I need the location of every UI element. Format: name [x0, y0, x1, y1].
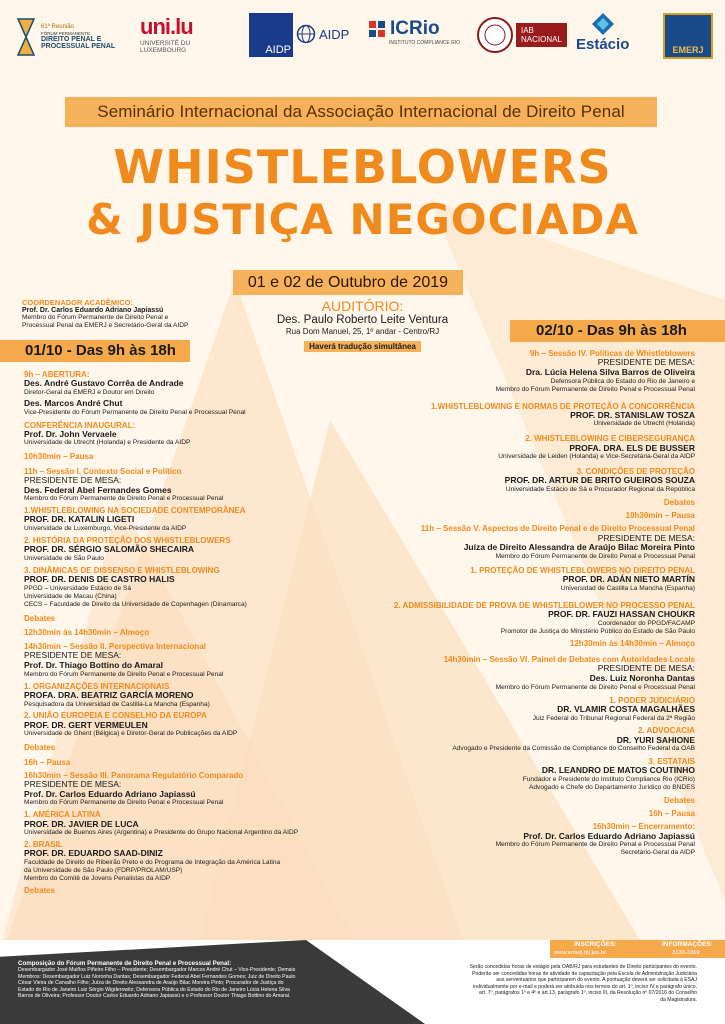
d1-desc: Universidade de Luxemburgo, Vice-Presidente da AIDP	[24, 525, 187, 533]
composition-line: Estado do Rio de Janeiro Luiz Sérgio Wigderowitz; Defensora Pública do Estado do Rio de Janeiro Lúcia Helena Silva	[18, 986, 290, 993]
d2-speaker: DR. VLAMIR COSTA MAGALHÃES	[557, 703, 695, 714]
d1-desc: Universidade de Utrecht (Holanda) e Presidente da AIDP	[24, 439, 191, 447]
seminar-header: Seminário Internacional da Associação Internacional de Direito Penal	[65, 97, 657, 127]
d1-desc: Pesquisadora da Universidad de Castilla-La Mancha (Espanha)	[24, 700, 210, 708]
hourglass-icon	[15, 17, 37, 57]
estacio-icon	[591, 12, 615, 36]
registration-url[interactable]: www.emerj.tjrj.jus.br	[554, 950, 606, 956]
d2-desc: Membro do Fórum Permanente de Direito Penal e Processual Penal	[495, 841, 695, 849]
d2-topic: 2. WHISTLEBLOWING E CIBERSEGURANÇA	[525, 434, 695, 444]
d1-desc: CECS – Faculdade de Direito da Universidade de Copenhagen (Dinamarca)	[24, 600, 247, 608]
d2-speaker: PROF. DR. FAUZI HASSAN CHOUKR	[548, 609, 695, 620]
d1-chair-label: PRESIDENTE DE MESA:	[24, 778, 122, 789]
unilu-text-a: UNIVERSITÉ DU	[140, 40, 191, 47]
main-title-line2: & JUSTIÇA NEGOCIADA	[86, 195, 639, 244]
d2-desc: Promotor de Justiça do Ministério Público do Estado de São Paulo	[500, 627, 695, 635]
d1-debates: Debates	[24, 885, 56, 895]
day2-program	[275, 349, 695, 857]
composition-line: César Vieira de Carvalho Filho; Juíza de Direito Alessandra de Araújo Bilac Moreira Pinto; Procurador de Justiça do	[18, 980, 284, 986]
forum-composition	[18, 960, 398, 1000]
d1-conference: CONFERÊNCIA INAUGURAL:	[24, 420, 136, 430]
auditorium-label: AUDITÓRIO:	[321, 298, 404, 314]
d1-desc: Membro do Fórum Permanente de Direito Penal e Processual Penal	[24, 495, 224, 503]
d2-speaker: Des. Luiz Noronha Dantas	[589, 672, 695, 683]
d1-topic: 2. HISTÓRIA DA PROTEÇÃO DOS WHISTLEBLOWERS	[24, 536, 231, 546]
d2-speaker: PROF. DR. ARTUR DE BRITO GUEIROS SOUZA	[504, 475, 695, 486]
d1-topic: 1. AMÉRICA LATINA	[24, 810, 101, 820]
footer	[0, 940, 725, 1024]
d2-desc: Universidade de Utrecht (Holanda)	[593, 420, 695, 428]
d2-speaker: PROF. DR. STANISLAW TOSZA	[570, 409, 695, 420]
notes	[407, 964, 697, 1004]
auditorium-name: Des. Paulo Roberto Leite Ventura	[276, 314, 449, 326]
d1-speaker: Prof. Dr. Carlos Eduardo Adriano Japiassú	[24, 788, 196, 799]
main-title-line1: WHISTLEBLOWERS	[113, 140, 612, 194]
d2-desc: Defensora Pública do Estado do Rio de Janeiro e	[550, 377, 695, 385]
d2-desc: Juiz Federal do Tribunal Regional Federal da 2ª Região	[532, 714, 695, 722]
d2-desc: Membro do Fórum Permanente de Direito Penal e Processual Penal	[495, 683, 695, 691]
day1-bar: 01/10 - Das 9h às 18h	[0, 340, 190, 362]
note-line: aos serventuários que participarem do evento. A pontuação deverá ser solicitada à ESAJ	[496, 977, 697, 984]
d2-desc: Fundador e Presidente do Instituto Compliance Rio (ICRio)	[522, 776, 695, 784]
note-line: art. 7º, parágrafos 1º e 4º e art.13, parágrafo 1º, inciso III, da Resolução nº 07/2016 do Conselho	[479, 990, 697, 997]
iab-seal-icon	[476, 16, 514, 54]
d1-desc: Diretor-Geral da EMERJ e Doutor em Direito	[24, 388, 155, 396]
d2-desc: Universidade de Leiden (Holanda) e Vice-Secretária-Geral da AIDP	[498, 453, 695, 461]
d2-speaker: Dra. Lúcia Helena Silva Barros de Oliveira	[525, 366, 695, 377]
d2-chair-label: PRESIDENTE DE MESA:	[597, 532, 695, 543]
sponsor-logos	[0, 10, 725, 70]
event-date: 01 e 02 de Outubro de 2019	[233, 270, 463, 295]
d1-speaker: PROF. DR. JAVIER DE LUCA	[24, 818, 139, 829]
translation-badge: Haverá tradução simultânea	[304, 341, 421, 352]
d1-debates: Debates	[24, 743, 56, 753]
info-phone: 3133-3369	[672, 950, 700, 956]
d2-topic: 3. ESTATAIS	[648, 757, 695, 767]
d2-debates: Debates	[663, 498, 695, 508]
d1-speaker: Des. Federal Abel Fernandes Gomes	[24, 484, 172, 495]
composition-line: Barros de Oliveira; Professor Doutor Carlos Eduardo Adriano Japiassú e o Professor Doutor Thiago Bottino do Amaral.	[18, 993, 291, 999]
registration-box	[550, 940, 725, 958]
d2-speaker: Juíza de Direito Alessandra de Araújo Bilac Moreira Pinto	[463, 542, 695, 553]
d2-speaker: Prof. Dr. Carlos Eduardo Adriano Japiassú	[523, 830, 695, 841]
d2-topic: 1.WHISTLEBLOWING E NORMAS DE PROTEÇÃO À CONCORRÊNCIA	[430, 401, 695, 411]
d1-desc: Membro do Fórum Permanente de Direito Penal e Processual Penal	[24, 799, 224, 807]
address: Rua Dom Manuel, 25, 1º andar - Centro/RJ	[285, 327, 440, 336]
d1-speaker: PROF. DR. EDUARDO SAAD-DINIZ	[24, 848, 163, 859]
icrio-subtitle: INSTITUTO COMPLIANCE RIO	[389, 40, 461, 46]
d2-desc: Coordenador do PPGD/FACAMP	[597, 619, 695, 627]
d2-chair-label: PRESIDENTE DE MESA:	[597, 357, 695, 368]
d2-break: 10h30min – Pausa	[625, 511, 695, 521]
iab-text-b: NACIONAL	[521, 35, 562, 44]
d2-topic: 1. PROTEÇÃO DE WHISTLEBLOWERS NO DIREITO PENAL	[470, 566, 695, 576]
d1-topic: 1.WHISTLEBLOWING NA SOCIEDADE CONTEMPORÂNEA	[24, 506, 246, 516]
d2-speaker: PROF. DR. ADÁN NIETO MARTÍN	[562, 574, 695, 585]
coordinator-desc-2: Processual Penal da EMERJ e Secretário-Geral da AIDP	[22, 321, 189, 329]
d1-session: 11h – Sessão I. Contexto Social e Político	[24, 466, 182, 476]
d1-desc: Universidade de Buenos Aires (Argentina) e Presidente do Grupo Nacional Argentino da AIDP	[24, 829, 299, 837]
forum-name-b: PROCESSUAL PENAL	[41, 43, 116, 51]
day2-bar: 02/10 - Das 9h às 18h	[510, 320, 725, 342]
d1-debates: Debates	[24, 613, 56, 623]
unilu-mark: uni.lu	[140, 14, 193, 39]
d1-speaker: Des. André Gustavo Corrêa de Andrade	[24, 378, 184, 389]
emerj-logo	[663, 13, 713, 59]
unilu-text-b: LUXEMBOURG	[140, 47, 187, 54]
d2-speaker: PROFA. DRA. ELS DE BUSSER	[569, 442, 695, 453]
d2-session: 14h30min – Sessão VI. Painel de Debates com Autoridades Locais	[443, 654, 695, 664]
forum-logo	[15, 12, 125, 62]
d2-session: 11h – Sessão V. Aspectos de Direito Penal e de Direito Processual Penal	[420, 524, 695, 534]
d2-topic: 1. PODER JUDICIÁRIO	[609, 695, 695, 705]
d2-closing: 16h30min – Encerramento:	[592, 822, 695, 832]
d1-topic: 3. DINÂMICAS DE DISSENSO E WHISTLEBLOWING	[24, 565, 220, 575]
d1-desc: Membro do Comitê de Jovens Penalistas da AIDP	[24, 874, 171, 882]
estacio-logo	[576, 12, 629, 53]
d1-desc: Universidade de São Paulo	[24, 555, 104, 563]
d1-topic: 2. UNIÃO EUROPEIA E CONSELHO DA EUROPA	[24, 711, 207, 721]
note-line: da Magistratura.	[660, 997, 697, 1004]
auditorium-block	[250, 298, 475, 354]
d1-break: 10h30min – Pausa	[24, 452, 94, 462]
d2-session: 9h – Sessão IV. Políticas de Whistleblowers	[529, 349, 695, 358]
icrio-text: ICRio	[390, 18, 440, 39]
aidp-box-logo	[249, 13, 293, 57]
unilu-logo	[140, 14, 215, 54]
d1-speaker: Des. Marcos André Chut	[24, 397, 123, 408]
d1-lunch: 12h30min às 14h30min – Almoço	[24, 627, 150, 637]
iab-text-a: IAB	[521, 26, 534, 35]
d1-desc: Membro do Fórum Permanente de Direito Penal e Processual Penal	[24, 670, 224, 678]
d1-speaker: PROF. DR. KATALIN LIGETI	[24, 514, 135, 525]
d2-lunch: 12h30min às 14h30min – Almoço	[569, 638, 695, 648]
d1-topic: 2. BRASIL	[24, 840, 63, 850]
d2-desc: Advogado e Presidente da Comissão de Compliance do Conselho Federal da OAB	[452, 745, 695, 753]
globe-icon	[296, 24, 316, 44]
d1-opening: 9h – ABERTURA:	[24, 370, 90, 379]
d1-speaker: PROF. DR. SÉRGIO SALOMÃO SHECAIRA	[24, 544, 195, 555]
d1-desc: Universidade de Ghent (Bélgica) e Diretor-Geral de Publicações da AIDP	[24, 730, 238, 738]
d2-desc: Membro do Fórum Permanente de Direito Penal e Processual Penal	[495, 553, 695, 561]
d1-speaker: PROF. DR. GERT VERMEULEN	[24, 719, 148, 730]
d1-chair-label: PRESIDENTE DE MESA:	[24, 474, 122, 485]
d2-speaker: DR. YURI SAHIONE	[616, 734, 695, 745]
d2-break: 16h – Pausa	[648, 809, 695, 819]
d1-speaker: Prof. Dr. John Vervaele	[24, 428, 117, 439]
d1-desc: Faculdade de Direito de Ribeirão Preto e do Programa de Integração da América Latina	[24, 859, 281, 867]
info-label: INFORMAÇÕES:	[662, 941, 713, 948]
estacio-text: Estácio	[576, 36, 630, 53]
coordinator-desc-1: Membro do Fórum Permanente de Direito Penal e	[22, 314, 169, 321]
d2-topic: 2. ADMISSIBILIDADE DE PROVA DE WHISTLEBLOWER NO PROCESSO PENAL	[393, 600, 695, 610]
d1-session: 16h30min – Sessão III. Panorama Regulatório Comparado	[24, 770, 244, 780]
d1-speaker: Prof. Dr. Thiago Bottino do Amaral	[24, 659, 163, 670]
d1-topic: 1. ORGANIZAÇÕES INTERNACIONAIS	[24, 681, 170, 691]
aidp-text: AIDP	[319, 26, 350, 42]
d1-desc: PPGD – Universidade Estácio de Sá	[24, 584, 132, 592]
d1-speaker: PROF. DR. DENIS DE CASTRO HALIS	[24, 574, 175, 585]
d2-topic: 3. CONDIÇÕES DE PROTEÇÃO	[576, 467, 695, 477]
aidp-logo	[296, 24, 349, 44]
forum-reunion: 61ª Reunião	[41, 23, 74, 30]
d1-desc: Vice-Presidente do Fórum Permanente de Direito Penal e Processual Penal	[24, 408, 246, 416]
note-line: individualmente por e-mail e poderá ser atribuída nos termos do art. 1º, inciso IV e parágrafo único,	[473, 983, 697, 990]
composition-line: Desembargador José Muiños Piñeiro Filho – Presidente; Desembargador Marcos André Chut – Vice-Presidente; Demais	[18, 967, 296, 973]
d1-speaker: PROFA. DRA. BEATRIZ GARCÍA MORENO	[24, 689, 194, 700]
emerj-text: EMERJ	[672, 45, 704, 55]
registration-label: INSCRIÇÕES:	[574, 941, 617, 948]
d2-chair-label: PRESIDENTE DE MESA:	[597, 663, 695, 674]
coordinator-label: COORDENADOR ACADÊMICO:	[22, 298, 133, 307]
d2-desc: Membro do Fórum Permanente de Direito Penal e Processual Penal	[495, 385, 695, 393]
icrio-logo	[367, 18, 460, 46]
d2-debates: Debates	[663, 796, 695, 806]
d2-desc: Universidade Estácio de Sá e Procurador Regional da República	[505, 486, 695, 494]
d2-speaker: DR. LEANDRO DE MATOS COUTINHO	[541, 765, 695, 776]
d2-topic: 2. ADVOCACIA	[637, 726, 695, 736]
composition-title: Composição do Fórum Permanente de Direito Penal e Processual Penal:	[18, 960, 232, 967]
note-line: Serão concedidas horas de estágio pela OAB/RJ para estudantes de Direito participantes do evento.	[469, 964, 697, 970]
icrio-icon	[367, 19, 387, 39]
coordinator-block	[22, 298, 252, 330]
iab-logo	[476, 16, 567, 54]
d1-chair-label: PRESIDENTE DE MESA:	[24, 650, 122, 661]
note-line: Poderão ser concedidas horas de atividade de capacitação pela Escola de Administração Judiciária	[472, 970, 697, 977]
forum-name-a: DIREITO PENAL E	[41, 36, 102, 44]
d1-desc: da Universidade de São Paulo (FDRP/PROLAM/USP)	[24, 867, 183, 875]
aidp-box-text: AIDP	[265, 44, 291, 56]
d1-desc: Universidade de Macau (China)	[24, 592, 117, 600]
d2-desc: Advogado e Chefe do Departamento Jurídico do BNDES	[528, 784, 695, 792]
d2-desc: Universidad de Castilla La Mancha (Espanha)	[560, 585, 695, 593]
forum-label: FÓRUM PERMANENTE	[41, 31, 91, 37]
coordinator-name: Prof. Dr. Carlos Eduardo Adriano Japiassú	[22, 307, 164, 314]
d1-session: 14h30min – Sessão II. Perspectiva Internacional	[24, 641, 206, 651]
d1-break: 16h – Pausa	[24, 757, 71, 767]
d2-desc: Secretário-Geral da AIDP	[620, 849, 695, 857]
composition-line: Membros: Desembargador Luiz Noronha Dantas; Desembargador Federal Abel Fernandes Gomes; Juiz de Direito Paulo	[18, 973, 296, 980]
